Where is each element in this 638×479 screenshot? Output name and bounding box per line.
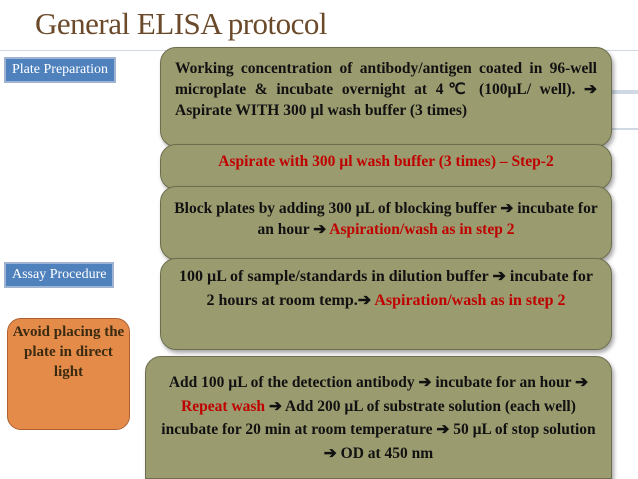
step-4-text: 100 µL of sample/standards in dilution buffer ➔ incubate for 2 hours at room temp.➔ <box>179 268 593 309</box>
step-5-text-continued: ➔ Add 200 µL of substrate solution (each well) incubate for 20 min at room temperature ➔ 50 µL of stop solution ➔ OD at 450 nm <box>161 397 596 462</box>
step-5-text: Add 100 µL of the detection antibody ➔ incubate for an hour ➔ <box>168 374 589 391</box>
page-title: General ELISA protocol <box>35 6 328 41</box>
avoid-light-note <box>7 318 130 430</box>
step-3-highlight: Aspiration/wash as in step 2 <box>329 221 515 238</box>
step-2-box <box>160 144 612 190</box>
step-5-box <box>145 356 612 479</box>
step-3-box <box>160 186 612 260</box>
step-4-box <box>160 258 612 350</box>
step-2-text: Aspirate with 300 µl wash buffer (3 times) – Step-2 <box>218 153 554 170</box>
step-1-text: Working concentration of antibody/antigen coated in 96-well microplate & incubate overnight at 4℃ (100µL/ well). ➔ Aspirate WITH 300 µl wash buffer (3 times) <box>175 60 597 119</box>
avoid-light-text: Avoid placing the plate in direct light <box>12 324 125 380</box>
plate-preparation-label: Plate Preparation <box>4 57 116 83</box>
repeat-wash-highlight: Repeat wash <box>181 397 266 415</box>
assay-procedure-label: Assay Procedure <box>4 262 114 288</box>
step-1-box <box>160 47 612 147</box>
step-3-text: Block plates by adding 300 µL of blocking buffer ➔ incubate for an hour ➔ <box>174 200 598 238</box>
step-4-highlight: Aspiration/wash as in step 2 <box>374 292 566 309</box>
